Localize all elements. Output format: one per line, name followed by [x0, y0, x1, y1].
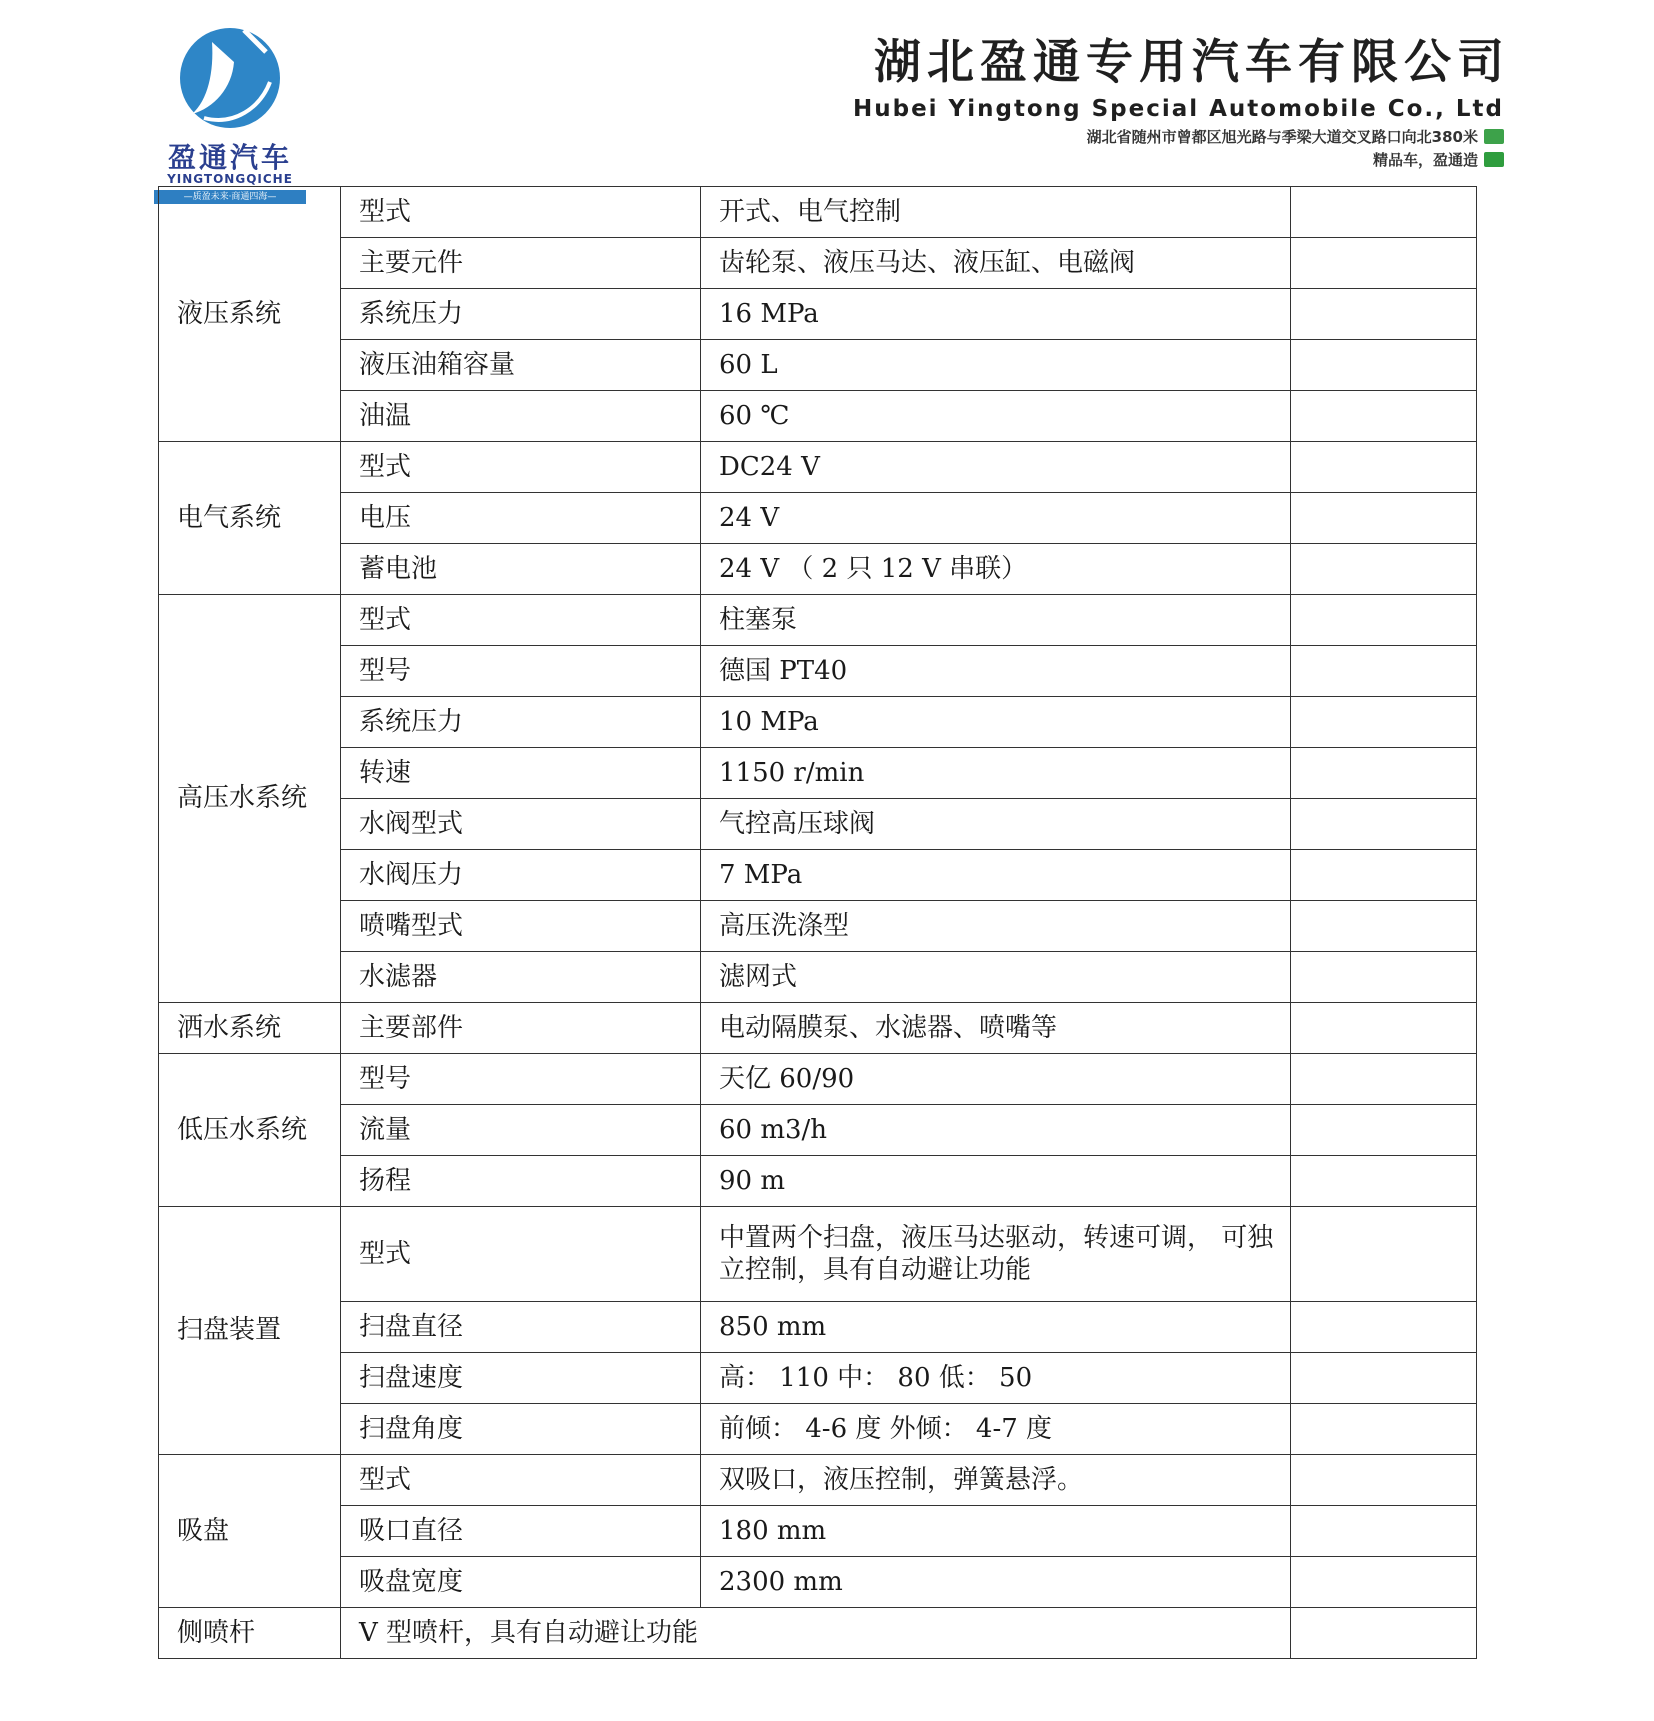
- item-cell: 扬程: [341, 1156, 701, 1207]
- remark-cell: [1291, 1608, 1477, 1659]
- remark-cell: [1291, 850, 1477, 901]
- value-cell: 1150 r/min: [701, 748, 1291, 799]
- value-cell: DC24 V: [701, 442, 1291, 493]
- value-cell: 90 m: [701, 1156, 1291, 1207]
- category-cell: 扫盘装置: [159, 1207, 341, 1455]
- remark-cell: [1291, 1455, 1477, 1506]
- value-cell: 天亿 60/90: [701, 1054, 1291, 1105]
- category-cell: 侧喷杆: [159, 1608, 341, 1659]
- item-cell: 型式: [341, 1207, 701, 1302]
- value-cell: 24 V: [701, 493, 1291, 544]
- map-pin-icon: [1484, 129, 1504, 144]
- remark-cell: [1291, 595, 1477, 646]
- item-cell: 型号: [341, 646, 701, 697]
- value-cell: 滤网式: [701, 952, 1291, 1003]
- table-row: [159, 187, 1477, 238]
- category-cell: 电气系统: [159, 442, 341, 595]
- value-cell: 60 m3/h: [701, 1105, 1291, 1156]
- item-cell: 系统压力: [341, 289, 701, 340]
- item-cell: 主要部件: [341, 1003, 701, 1054]
- value-cell: 气控高压球阀: [701, 799, 1291, 850]
- item-cell: 水阀型式: [341, 799, 701, 850]
- table-row: [159, 493, 1477, 544]
- item-cell: 吸口直径: [341, 1506, 701, 1557]
- value-cell: 电动隔膜泵、水滤器、喷嘴等: [701, 1003, 1291, 1054]
- spec-table: [158, 186, 1477, 1659]
- remark-cell: [1291, 901, 1477, 952]
- value-cell: 柱塞泵: [701, 595, 1291, 646]
- spec-table-body: [159, 187, 1477, 1659]
- value-cell: 双吸口，液压控制，弹簧悬浮。: [701, 1455, 1291, 1506]
- remark-cell: [1291, 1557, 1477, 1608]
- value-cell: 2300 mm: [701, 1557, 1291, 1608]
- value-cell: 180 mm: [701, 1506, 1291, 1557]
- table-row: [159, 697, 1477, 748]
- item-cell: 扫盘直径: [341, 1302, 701, 1353]
- value-cell: 10 MPa: [701, 697, 1291, 748]
- table-row: [159, 1207, 1477, 1302]
- logo-pinyin: YINGTONGQICHE: [167, 172, 293, 186]
- value-cell: 前倾： 4-6 度 外倾： 4-7 度: [701, 1404, 1291, 1455]
- item-cell: 型式: [341, 1455, 701, 1506]
- table-row: [159, 544, 1477, 595]
- item-cell: 流量: [341, 1105, 701, 1156]
- remark-cell: [1291, 391, 1477, 442]
- company-motto: [853, 149, 1504, 172]
- description-cell: V 型喷杆，具有自动避让功能: [341, 1608, 1291, 1659]
- remark-cell: [1291, 1207, 1477, 1302]
- remark-cell: [1291, 1105, 1477, 1156]
- item-cell: 转速: [341, 748, 701, 799]
- remark-cell: [1291, 1302, 1477, 1353]
- item-cell: 型式: [341, 187, 701, 238]
- company-logo: [150, 22, 310, 202]
- item-cell: 水滤器: [341, 952, 701, 1003]
- item-cell: 扫盘速度: [341, 1353, 701, 1404]
- remark-cell: [1291, 646, 1477, 697]
- item-cell: 主要元件: [341, 238, 701, 289]
- company-name-en: Hubei Yingtong Special Automobile Co., Ltd: [852, 96, 1504, 122]
- category-cell: 高压水系统: [159, 595, 341, 1003]
- table-row: [159, 1404, 1477, 1455]
- value-cell: 高： 110 中： 80 低： 50: [701, 1353, 1291, 1404]
- value-cell: 中置两个扫盘，液压马达驱动，转速可调， 可独立控制，具有自动避让功能: [701, 1207, 1291, 1302]
- item-cell: 油温: [341, 391, 701, 442]
- category-cell: 液压系统: [159, 187, 341, 442]
- remark-cell: [1291, 493, 1477, 544]
- remark-cell: [1291, 1156, 1477, 1207]
- item-cell: 扫盘角度: [341, 1404, 701, 1455]
- value-cell: 齿轮泵、液压马达、液压缸、电磁阀: [701, 238, 1291, 289]
- category-cell: 吸盘: [159, 1455, 341, 1608]
- value-cell: 60 L: [701, 340, 1291, 391]
- item-cell: 液压油箱容量: [341, 340, 701, 391]
- item-cell: 型式: [341, 442, 701, 493]
- value-cell: 开式、电气控制: [701, 187, 1291, 238]
- table-row: [159, 748, 1477, 799]
- table-row: [159, 1105, 1477, 1156]
- remark-cell: [1291, 1054, 1477, 1105]
- table-row: [159, 1302, 1477, 1353]
- remark-cell: [1291, 289, 1477, 340]
- item-cell: 型号: [341, 1054, 701, 1105]
- logo-swoosh-icon: [174, 22, 286, 130]
- table-row: [159, 1608, 1477, 1659]
- remark-cell: [1291, 340, 1477, 391]
- remark-cell: [1291, 1003, 1477, 1054]
- remark-cell: [1291, 442, 1477, 493]
- logo-chinese-name: 盈通汽车: [167, 141, 292, 174]
- category-cell: 低压水系统: [159, 1054, 341, 1207]
- table-row: [159, 1506, 1477, 1557]
- value-cell: 德国 PT40: [701, 646, 1291, 697]
- table-row: [159, 952, 1477, 1003]
- table-row: [159, 850, 1477, 901]
- table-row: [159, 1054, 1477, 1105]
- item-cell: 电压: [341, 493, 701, 544]
- table-row: [159, 1455, 1477, 1506]
- table-row: [159, 442, 1477, 493]
- company-name-cn: 湖北盈通专用汽车有限公司: [874, 35, 1510, 90]
- item-cell: 喷嘴型式: [341, 901, 701, 952]
- table-row: [159, 391, 1477, 442]
- remark-cell: [1291, 1404, 1477, 1455]
- value-cell: 24 V （ 2 只 12 V 串联）: [701, 544, 1291, 595]
- item-cell: 吸盘宽度: [341, 1557, 701, 1608]
- table-row: [159, 238, 1477, 289]
- table-row: [159, 289, 1477, 340]
- remark-cell: [1291, 748, 1477, 799]
- table-row: [159, 595, 1477, 646]
- remark-cell: [1291, 1506, 1477, 1557]
- table-row: [159, 799, 1477, 850]
- remark-cell: [1291, 544, 1477, 595]
- value-cell: 60 ℃: [701, 391, 1291, 442]
- item-cell: 水阀压力: [341, 850, 701, 901]
- company-motto-text: 精品车，盈通造: [1372, 151, 1478, 169]
- remark-cell: [1291, 952, 1477, 1003]
- company-address-text: 湖北省随州市曾都区旭光路与季梁大道交叉路口向北380米: [1086, 128, 1478, 146]
- remark-cell: [1291, 187, 1477, 238]
- remark-cell: [1291, 238, 1477, 289]
- company-header: [852, 35, 1510, 172]
- item-cell: 蓄电池: [341, 544, 701, 595]
- table-row: [159, 901, 1477, 952]
- value-cell: 850 mm: [701, 1302, 1291, 1353]
- remark-cell: [1291, 1353, 1477, 1404]
- company-address: [853, 126, 1504, 149]
- table-row: [159, 1156, 1477, 1207]
- logo-slogan: —质盈未来·商通四海—: [154, 190, 306, 204]
- value-cell: 高压洗涤型: [701, 901, 1291, 952]
- leaf-icon: [1484, 152, 1504, 167]
- table-row: [159, 1557, 1477, 1608]
- value-cell: 16 MPa: [701, 289, 1291, 340]
- category-cell: 洒水系统: [159, 1003, 341, 1054]
- remark-cell: [1291, 799, 1477, 850]
- value-cell: 7 MPa: [701, 850, 1291, 901]
- item-cell: 型式: [341, 595, 701, 646]
- table-row: [159, 1353, 1477, 1404]
- table-row: [159, 1003, 1477, 1054]
- remark-cell: [1291, 697, 1477, 748]
- item-cell: 系统压力: [341, 697, 701, 748]
- table-row: [159, 646, 1477, 697]
- table-row: [159, 340, 1477, 391]
